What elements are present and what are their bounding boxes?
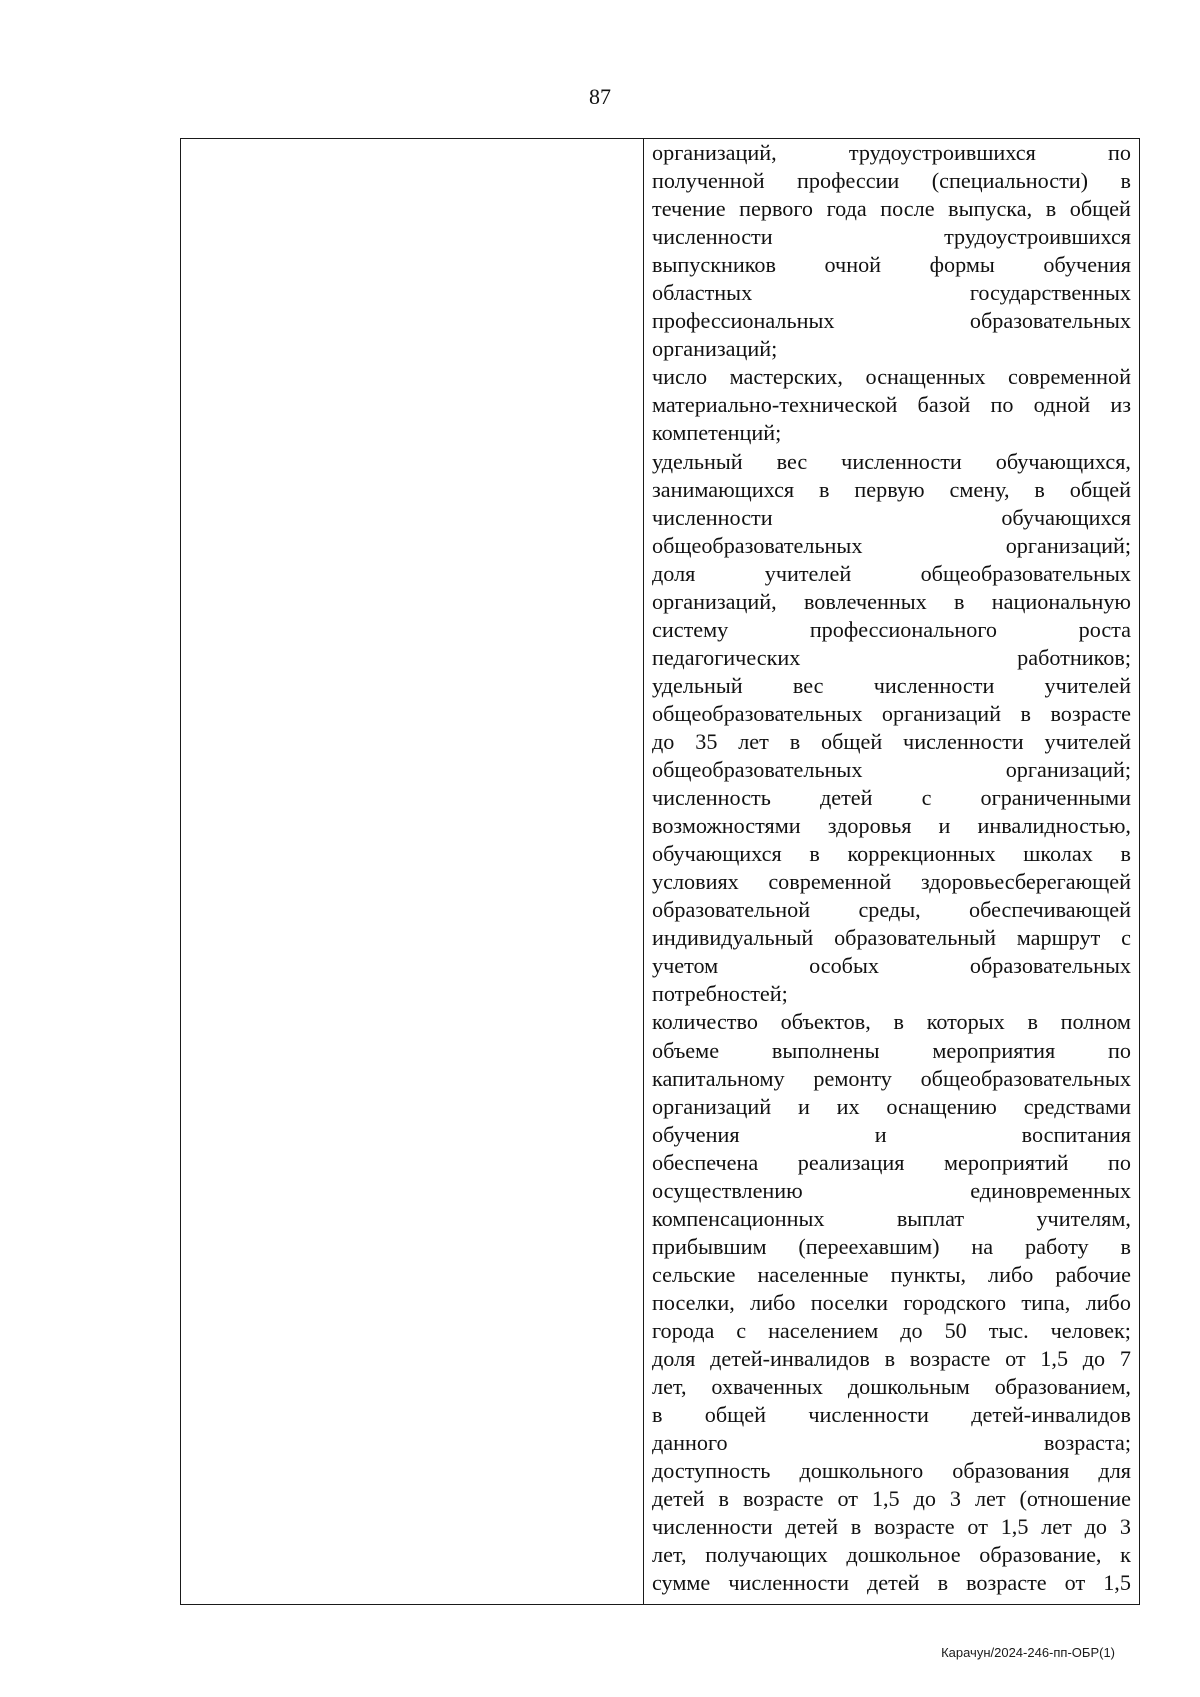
text-line (652, 728, 1131, 756)
text-word: и (797, 1093, 810, 1119)
text-word: детей (819, 785, 873, 811)
text-line (652, 335, 1131, 363)
text-word: оснащенных (865, 364, 986, 390)
text-word: 7 (1119, 1346, 1131, 1372)
text-word: вес (776, 448, 808, 474)
text-word: в (893, 1009, 904, 1035)
text-word: возраста; (1044, 1430, 1131, 1456)
text-word: лет (738, 728, 769, 754)
text-word: средствами (1023, 1093, 1131, 1119)
text-word: материально-технической (652, 392, 898, 418)
text-word: потребностей; (652, 981, 788, 1007)
text-word: в (937, 1570, 949, 1596)
text-word: базой (917, 392, 971, 418)
text-word: в (1120, 1233, 1131, 1259)
text-word: 35 (695, 728, 718, 754)
text-word: численности (652, 1514, 773, 1540)
text-word: образовательных (969, 953, 1131, 979)
text-word: профессиональных (652, 308, 835, 334)
text-word: по (1108, 140, 1131, 165)
text-word: компетенций; (652, 420, 782, 446)
text-word: обучающихся, (995, 448, 1131, 474)
text-line (652, 363, 1131, 391)
text-word: численности (903, 728, 1024, 754)
text-line (652, 756, 1131, 784)
text-word: профессионального (809, 616, 998, 642)
text-word: в (1034, 476, 1045, 502)
text-word: от (967, 1514, 988, 1540)
text-word: с (1121, 925, 1131, 951)
text-word: первого (739, 196, 814, 222)
text-line (652, 840, 1131, 868)
text-word: в (1120, 168, 1131, 194)
text-word: (переехавшим) (798, 1233, 940, 1259)
text-word: которых (926, 1009, 1005, 1035)
text-word: рабочие (1055, 1261, 1131, 1287)
text-word: особых (809, 953, 879, 979)
text-word: детей (866, 1570, 920, 1596)
text-word: с (736, 1317, 747, 1343)
text-word: от (1005, 1346, 1026, 1372)
text-word: поселки, (652, 1289, 735, 1315)
text-word: 50 (944, 1317, 967, 1343)
text-word: общеобразовательных (920, 560, 1131, 586)
text-word: возрасте (874, 1514, 955, 1540)
text-word: 1,5 (1040, 1346, 1069, 1372)
text-word: численность (652, 785, 771, 811)
text-word: доступность (652, 1458, 771, 1484)
text-word: образования (952, 1458, 1070, 1484)
text-word: дошкольного (799, 1458, 924, 1484)
text-word: в (718, 1486, 729, 1512)
text-word: педагогических (652, 644, 801, 670)
text-line (652, 1065, 1131, 1093)
text-word: трудоустроившихся (944, 224, 1131, 250)
text-word: компенсационных (652, 1205, 825, 1231)
text-word: возможностями (652, 813, 801, 839)
document-reference: Карачун/2024-246-пп-ОБР(1) (941, 1645, 1115, 1660)
text-word: дошкольным (847, 1374, 970, 1400)
text-line (652, 896, 1131, 924)
text-word: по (1108, 1149, 1131, 1175)
text-word: лет (974, 1486, 1006, 1512)
text-word: в (884, 1346, 896, 1372)
text-word: возрасте (1050, 700, 1131, 726)
text-word: дошкольное (846, 1542, 961, 1568)
text-line (652, 1261, 1131, 1289)
text-word: 1,5 (1103, 1570, 1131, 1596)
text-word: обеспечивающей (969, 897, 1131, 923)
text-word: после (880, 196, 935, 222)
text-word: в (789, 728, 801, 754)
text-word: тыс. (988, 1317, 1029, 1343)
text-word: организаций; (652, 336, 778, 362)
page-number: 87 (589, 84, 611, 109)
text-line (652, 1457, 1131, 1485)
text-word: до (652, 728, 675, 754)
text-word: 3 (949, 1486, 962, 1512)
text-word: общей (1069, 196, 1131, 222)
text-word: образование, (979, 1542, 1102, 1568)
text-word: до (1082, 1346, 1106, 1372)
text-word: осуществлению (652, 1177, 803, 1203)
text-word: современной (768, 869, 892, 895)
text-word: детей (785, 1514, 838, 1540)
text-word: в (954, 588, 965, 614)
text-word: возрасте (909, 1346, 991, 1372)
table-cell-left-empty (181, 139, 644, 1604)
text-word: и (874, 1121, 887, 1147)
text-word: выпуска, (948, 196, 1033, 222)
text-word: сумме (652, 1570, 711, 1596)
text-line (652, 812, 1131, 840)
text-line (652, 139, 1131, 167)
text-word: в (819, 476, 830, 502)
text-word: от (837, 1486, 858, 1512)
text-word: городского (903, 1289, 1007, 1315)
text-word: ограниченными (980, 785, 1131, 811)
text-line (652, 307, 1131, 335)
text-word: лет, (652, 1542, 687, 1568)
text-word: из (1110, 392, 1131, 418)
text-word: организаций, (652, 140, 777, 165)
text-word: общеобразовательных (652, 532, 863, 558)
text-word: первую (854, 476, 925, 502)
text-word: мастерских, (729, 364, 843, 390)
text-word: выпускников (652, 252, 776, 278)
text-word: объектов, (780, 1009, 871, 1035)
text-word: детей-инвалидов (710, 1346, 870, 1372)
text-word: лет, (652, 1374, 687, 1400)
text-word: охваченных (711, 1374, 823, 1400)
text-word: обучающихся (1001, 504, 1131, 530)
text-word: организаций; (1005, 532, 1131, 558)
text-word: государственных (969, 280, 1131, 306)
text-word: современной (1008, 364, 1131, 390)
text-word: обучающихся (652, 841, 782, 867)
text-line (652, 1008, 1131, 1036)
text-word: либо (1085, 1289, 1131, 1315)
text-word: выплат (896, 1205, 965, 1231)
text-word: очной (824, 252, 882, 278)
text-line (652, 1233, 1131, 1261)
text-line (652, 448, 1131, 476)
text-word: образовательной (652, 897, 811, 923)
text-word: в (850, 1514, 862, 1540)
text-line (652, 616, 1131, 644)
text-word: на (971, 1233, 994, 1259)
text-word: смену, (949, 476, 1010, 502)
text-word: численности (728, 1570, 849, 1596)
text-word: среды, (858, 897, 921, 923)
text-word: организаций; (1005, 757, 1131, 783)
text-word: численности (873, 672, 995, 698)
text-word: удельный (652, 672, 743, 698)
text-word: профессии (797, 168, 900, 194)
text-word: школах (1023, 841, 1093, 867)
text-word: здоровьесберегающей (920, 869, 1131, 895)
text-word: 1,5 (871, 1486, 900, 1512)
text-word: работников; (1017, 644, 1131, 670)
text-word: численности (841, 448, 962, 474)
text-word: либо (988, 1261, 1034, 1287)
text-line (652, 1093, 1131, 1121)
text-line (652, 588, 1131, 616)
text-word: детей-инвалидов (971, 1402, 1131, 1428)
text-line (652, 167, 1131, 195)
text-word: общей (704, 1402, 766, 1428)
text-word: к (1120, 1542, 1131, 1568)
text-word: мероприятия (932, 1037, 1056, 1063)
text-line (652, 1345, 1131, 1373)
text-word: образовательный (834, 925, 996, 951)
text-word: инвалидностью, (977, 813, 1131, 839)
text-word: пункты, (890, 1261, 967, 1287)
text-word: города (652, 1317, 715, 1343)
text-word: в (1120, 841, 1131, 867)
text-line (652, 1205, 1131, 1233)
text-line (652, 476, 1131, 504)
text-word: удельный (652, 448, 743, 474)
text-word: года (826, 196, 867, 222)
text-word: воспитания (1021, 1121, 1131, 1147)
text-line (652, 1149, 1131, 1177)
text-word: течение (652, 196, 726, 222)
text-word: организаций (652, 1093, 772, 1119)
text-word: в (1020, 700, 1031, 726)
text-word: занимающихся (652, 476, 795, 502)
text-word: общей (1069, 476, 1131, 502)
text-word: получающих (705, 1542, 828, 1568)
text-word: общей (821, 728, 883, 754)
text-word: по (990, 392, 1014, 418)
text-word: национальную (991, 588, 1131, 614)
text-word: и (938, 813, 951, 839)
text-word: численности (652, 224, 773, 250)
text-word: типа, (1021, 1289, 1071, 1315)
text-word: вовлеченных (803, 588, 927, 614)
text-line (652, 924, 1131, 952)
text-word: число (652, 364, 708, 390)
text-word: трудоустроившихся (848, 140, 1036, 165)
text-word: областных (652, 280, 753, 306)
text-word: 1,5 (1000, 1514, 1029, 1540)
text-word: по (1108, 1037, 1131, 1063)
text-word: учителей (1044, 728, 1131, 754)
text-word: организаций (881, 700, 1002, 726)
text-word: образованием, (994, 1374, 1131, 1400)
text-word: количество (652, 1009, 758, 1035)
text-word: реализация (797, 1149, 905, 1175)
text-word: для (1098, 1458, 1131, 1484)
text-word: маршрут (1016, 925, 1101, 951)
text-word: учителям, (1036, 1205, 1131, 1231)
text-word: формы (929, 252, 995, 278)
text-word: вес (792, 672, 824, 698)
text-word: условиях (652, 869, 739, 895)
text-word: систему (652, 616, 729, 642)
text-word: детей (652, 1486, 705, 1512)
text-word: обеспечена (652, 1149, 759, 1175)
text-word: сельские (652, 1261, 736, 1287)
text-line (652, 1541, 1131, 1569)
text-line (652, 1317, 1131, 1345)
table-cell-right-text (644, 139, 1139, 1604)
text-word: в (1045, 196, 1057, 222)
text-word: выполнены (771, 1037, 880, 1063)
text-word: учетом (652, 953, 719, 979)
text-line (652, 195, 1131, 223)
text-word: прибывшим (652, 1233, 767, 1259)
text-word: возрасте (966, 1570, 1047, 1596)
text-line (652, 504, 1131, 532)
text-word: численности (808, 1402, 929, 1428)
text-word: общеобразовательных (652, 700, 863, 726)
text-line (652, 223, 1131, 251)
text-line (652, 700, 1131, 728)
text-word: с (921, 785, 932, 811)
text-line (652, 279, 1131, 307)
text-word: полученной (652, 168, 765, 194)
text-word: данного (652, 1430, 728, 1456)
text-word: в (652, 1402, 663, 1428)
text-word: лет (1041, 1514, 1072, 1540)
text-word: населением (768, 1317, 879, 1343)
text-word: оснащению (886, 1093, 997, 1119)
text-word: либо (750, 1289, 796, 1315)
text-word: мероприятий (943, 1149, 1069, 1175)
text-word: 3 (1119, 1514, 1131, 1540)
text-line (652, 1037, 1131, 1065)
text-line (652, 532, 1131, 560)
text-line (652, 391, 1131, 419)
text-word: полном (1060, 1009, 1131, 1035)
text-line (652, 1401, 1131, 1429)
text-word: учителей (1044, 672, 1131, 698)
text-word: объеме (652, 1037, 720, 1063)
text-word: организаций, (652, 588, 777, 614)
text-word: возрасте (742, 1486, 824, 1512)
text-line (652, 1373, 1131, 1401)
text-line (652, 419, 1131, 447)
text-word: их (836, 1093, 860, 1119)
text-line (652, 672, 1131, 700)
text-word: образовательных (969, 308, 1131, 334)
text-line (652, 1121, 1131, 1149)
text-line (652, 980, 1131, 1008)
text-word: учителей (764, 560, 852, 586)
text-line (652, 868, 1131, 896)
text-word: доля (652, 1346, 696, 1372)
text-word: единовременных (970, 1177, 1131, 1203)
text-word: коррекционных (847, 841, 996, 867)
text-word: численности (652, 504, 773, 530)
text-line (652, 1429, 1131, 1457)
text-line (652, 952, 1131, 980)
text-line (652, 784, 1131, 812)
text-line (652, 1485, 1131, 1513)
text-word: капитальному (652, 1065, 785, 1091)
text-word: обучения (652, 1121, 740, 1147)
text-word: одной (1033, 392, 1091, 418)
text-word: обучения (1043, 252, 1131, 278)
text-word: до (1084, 1514, 1108, 1540)
text-word: доля (652, 560, 696, 586)
text-word: человек; (1050, 1317, 1131, 1343)
text-word: до (900, 1317, 923, 1343)
text-line (652, 1177, 1131, 1205)
text-word: ремонту (813, 1065, 892, 1091)
text-word: (специальности) (931, 168, 1089, 194)
text-word: от (1064, 1570, 1086, 1596)
text-line (652, 1513, 1131, 1541)
text-word: поселки (810, 1289, 889, 1315)
text-line (652, 644, 1131, 672)
text-line (652, 251, 1131, 279)
text-word: индивидуальный (652, 925, 814, 951)
text-line (652, 1289, 1131, 1317)
text-word: общеобразовательных (652, 757, 863, 783)
text-word: в (809, 841, 820, 867)
text-word: роста (1078, 616, 1131, 642)
text-word: здоровья (827, 813, 912, 839)
text-word: до (913, 1486, 936, 1512)
text-word: (отношение (1019, 1486, 1131, 1512)
text-word: общеобразовательных (920, 1065, 1131, 1091)
text-line (652, 1569, 1131, 1597)
text-word: в (1027, 1009, 1038, 1035)
text-line (652, 560, 1131, 588)
text-word: населенные (757, 1261, 869, 1287)
text-word: работу (1025, 1233, 1089, 1259)
document-table (180, 138, 1140, 1605)
